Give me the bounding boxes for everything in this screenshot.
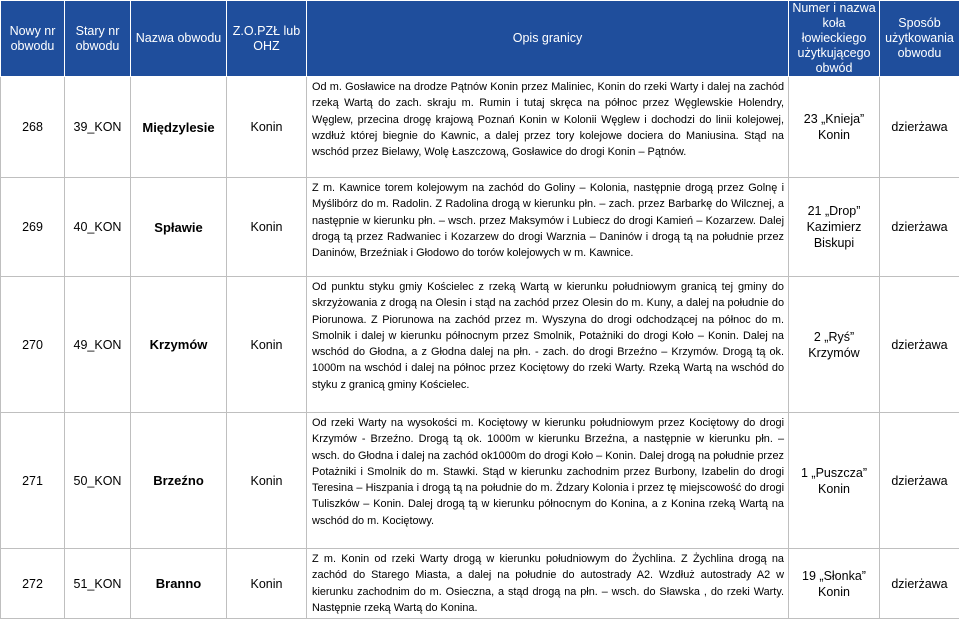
header-desc: Opis granicy <box>307 1 789 77</box>
zopzl-cell: Konin <box>227 77 307 178</box>
header-circle: Numer i nazwa koła łowieckiego użytkującego obwód <box>789 1 880 77</box>
new-nr-cell: 271 <box>1 413 65 549</box>
table-row <box>1 277 959 413</box>
name-cell: Branno <box>131 549 227 619</box>
usage-cell: dzierżawa <box>880 178 959 277</box>
name-cell: Międzylesie <box>131 77 227 178</box>
header-row <box>1 1 959 77</box>
name-cell: Spławie <box>131 178 227 277</box>
table-row <box>1 77 959 178</box>
circle-cell <box>789 277 880 413</box>
new-nr-cell: 270 <box>1 277 65 413</box>
old-nr-cell: 50_KON <box>65 413 131 549</box>
circle-cell <box>789 413 880 549</box>
circle-number-name: 1 „Puszcza” <box>791 465 877 481</box>
circle-location: Konin <box>791 584 877 600</box>
old-nr-cell: 39_KON <box>65 77 131 178</box>
circle-number-name: 2 „Ryś” <box>791 329 877 345</box>
desc-cell: Z m. Kawnice torem kolejowym na zachód do Goliny – Kolonia, następnie drogą przez Golnę i Myślibórz do m. Radolin. Z Radolina drogą w kierunku płn. – zach. przez Barbarkę do Wilcznej, a następnie w kierunku płn. – wsch. przez Maksymów i Lubiecz do drogi Kamień – Kozarzew. Dalej drogą tą przez Radwaniec i Kozarzew do drogi Warznia – Daninów i drogą tą na południe przez Daninów, Brzeźniak i Głodowo do torów kolejowych w m. Kawnice. <box>307 178 789 277</box>
name-cell: Krzymów <box>131 277 227 413</box>
header-usage: Sposób użytkowania obwodu <box>880 1 959 77</box>
circle-location: Kazimierz <box>791 219 877 235</box>
circle-number-name: 19 „Słonka” <box>791 568 877 584</box>
usage-cell: dzierżawa <box>880 413 959 549</box>
circle-number-name: 21 „Drop” <box>791 203 877 219</box>
zopzl-cell: Konin <box>227 549 307 619</box>
old-nr-cell: 40_KON <box>65 178 131 277</box>
old-nr-cell: 51_KON <box>65 549 131 619</box>
header-new-nr: Nowy nr obwodu <box>1 1 65 77</box>
circle-location: Konin <box>791 127 877 143</box>
table-row <box>1 178 959 277</box>
circle-location: Konin <box>791 481 877 497</box>
desc-cell: Od rzeki Warty na wysokości m. Kociętowy w kierunku południowym przez Kociętowy do drogi Krzymów - Brzeźno. Drogą tą ok. 1000m w kierunku Brzeźna, a następnie w kierunku płn. – wsch. do Głodna i dalej na zachód ok1000m do drogi Koło – Konin. Dalej drogą na południe przez Potażniki i Smolnik do m. Stawki. Stąd w kierunku zachodnim przez Burbony, Izabelin do drogi Teresina – Hiszpania i drogą tą na południe do m. Żdzary Kolonia i przez tę miejscowość do drogi Tuliszków – Konin. Dalej drogą tą w kierunku północnym do Konina, a z Konina rzeką Wartą na wschód do m. Kociętowy. <box>307 413 789 549</box>
circle-location-2: Biskupi <box>791 235 877 251</box>
header-name: Nazwa obwodu <box>131 1 227 77</box>
circle-number-name: 23 „Knieja” <box>791 111 877 127</box>
circle-cell <box>789 549 880 619</box>
table-row <box>1 413 959 549</box>
usage-cell: dzierżawa <box>880 549 959 619</box>
usage-cell: dzierżawa <box>880 277 959 413</box>
zopzl-cell: Konin <box>227 413 307 549</box>
zopzl-cell: Konin <box>227 277 307 413</box>
table-row <box>1 549 959 619</box>
usage-cell: dzierżawa <box>880 77 959 178</box>
old-nr-cell: 49_KON <box>65 277 131 413</box>
header-zopzl: Z.O.PZŁ lub OHZ <box>227 1 307 77</box>
circle-cell <box>789 178 880 277</box>
circle-cell <box>789 77 880 178</box>
zopzl-cell: Konin <box>227 178 307 277</box>
new-nr-cell: 272 <box>1 549 65 619</box>
new-nr-cell: 269 <box>1 178 65 277</box>
name-cell: Brzeźno <box>131 413 227 549</box>
desc-cell: Z m. Konin od rzeki Warty drogą w kierunku południowym do Żychlina. Z Żychlina drogą na zachód do Starego Miasta, a dalej na południe do autostrady A2. Wzdłuż autostrady A2 w kierunku zachodnim do m. Osieczna, a stąd drogą na płn. – wsch. do Sławska , do rzeki Warty. Następnie rzeką Wartą do Konina. <box>307 549 789 619</box>
header-old-nr: Stary nr obwodu <box>65 1 131 77</box>
circle-location: Krzymów <box>791 345 877 361</box>
desc-cell: Od punktu styku gmiy Kościelec z rzeką Wartą w kierunku południowym granicą tej gminy do skrzyżowania z drogą na Olesin i stąd na zachód przez Olesin do m. Kuny, a dalej na południe do Piorunowa. Z Piorunowa na zachód przez m. Wyszyna do drogi odchodzącej na północ do m. Smolnik i dalej w kierunku północnym przez Smolnik, Potażniki do drogi Koło – Konin. Dalej na wschód do Głodna, a z Głodna dalej na płn. - zach. do drogi Brzeźno – Krzymów. Drogą tą ok. 1000m na wschód i dalej na północ przez Kociętowy do rzeki Warty. Rzeką Wartą na wschód do styku z granicą gminy Kościelec. <box>307 277 789 413</box>
desc-cell: Od m. Gosławice na drodze Pątnów Konin przez Maliniec, Konin do rzeki Warty i dalej na zachód rzeką Wartą do zach. skraju m. Rumin i tutaj skręca na północ przez Węglewskie Holendry, Węglew, przecina drogę krajową Poznań Konin w Kolonii Węglew i dochodzi do linii kolejowej, wzdłuż której biegnie do Kawnic, a dalej przez tory kolejowe dociera do Maniusina. Stąd na wschód przez Bielawy, Wolę Łaszczową, Gosławice do drogi Konin – Pątnów. <box>307 77 789 178</box>
new-nr-cell: 268 <box>1 77 65 178</box>
